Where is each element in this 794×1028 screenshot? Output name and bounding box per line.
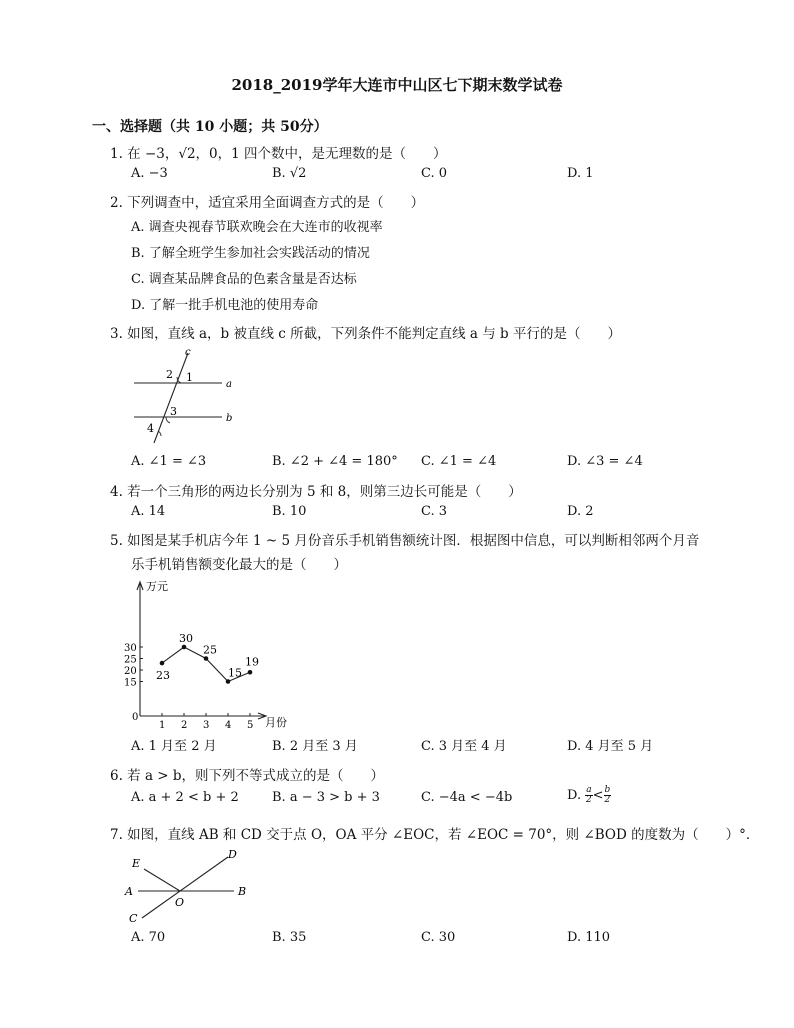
question-7-option-a[interactable]: A. 70 bbox=[131, 930, 166, 945]
question-5-option-a[interactable]: A. 1 月至 2 月 bbox=[131, 739, 217, 754]
y-tick-label: 15 bbox=[124, 677, 137, 689]
question-4-option-d[interactable]: D. 2 bbox=[567, 504, 594, 519]
question-4-option-c[interactable]: C. 3 bbox=[421, 504, 448, 519]
y-tick-label: 20 bbox=[124, 666, 137, 677]
question-5-stem-line-1: 5. 如图是某手机店今年 1 ~ 5 月份音乐手机销售额统计图．根据图中信息，可以判断相邻两个月音 bbox=[110, 533, 700, 549]
question-7-stem: 7. 如图，直线 AB 和 CD 交于点 O，OA 平分 ∠EOC，若 ∠EOC = 70°，则 ∠BOD 的度数为（ ）°． bbox=[110, 827, 760, 843]
question-2-option-c[interactable]: C. 调查某品牌食品的色素含量是否达标 bbox=[131, 272, 357, 287]
question-1-option-c[interactable]: C. 0 bbox=[421, 166, 448, 181]
label-d: D bbox=[228, 848, 237, 861]
question-4-option-b[interactable]: B. 10 bbox=[272, 504, 307, 519]
question-7-option-d[interactable]: D. 110 bbox=[567, 930, 611, 945]
question-1-option-d[interactable]: D. 1 bbox=[567, 166, 594, 181]
label-a: A bbox=[125, 885, 133, 898]
label-b: B bbox=[238, 885, 247, 898]
question-2-stem: 2. 下列调查中，适宜采用全面调查方式的是（ ） bbox=[110, 195, 425, 211]
question-5-stem-line-2: 乐手机销售额变化最大的是（ ） bbox=[131, 557, 347, 573]
data-point bbox=[226, 679, 231, 684]
question-1-stem: 1. 在 −3，√2，0，1 四个数中，是无理数的是（ ） bbox=[110, 146, 447, 162]
ray-oe bbox=[144, 869, 180, 891]
question-7-option-c[interactable]: C. 30 bbox=[421, 930, 456, 945]
angle-4-arc bbox=[158, 431, 161, 436]
data-point bbox=[160, 661, 165, 666]
data-point bbox=[248, 670, 253, 675]
data-label: 15 bbox=[228, 666, 242, 680]
data-label: 23 bbox=[156, 669, 170, 683]
label-c: C bbox=[129, 912, 138, 925]
question-6-option-d[interactable] bbox=[567, 786, 611, 805]
question-2-option-b[interactable]: B. 了解全班学生参加社会实践活动的情况 bbox=[131, 246, 370, 261]
question-6-option-b[interactable]: B. a − 3 > b + 3 bbox=[272, 790, 380, 805]
question-7-figure bbox=[118, 845, 258, 925]
question-4-stem: 4. 若一个三角形的两边长分别为 5 和 8，则第三边长可能是（ ） bbox=[110, 484, 522, 500]
option-d-label: D. bbox=[567, 788, 582, 803]
y-tick-label: 30 bbox=[124, 643, 137, 654]
fraction-a-over-2: $\frac{a}{2}$ bbox=[586, 785, 592, 805]
question-5-option-c[interactable]: C. 3 月至 4 月 bbox=[421, 739, 507, 754]
data-label: 25 bbox=[203, 643, 217, 657]
x-tick-label: 4 bbox=[225, 720, 232, 731]
sales-line-chart bbox=[120, 574, 300, 734]
question-1-option-a[interactable]: A. −3 bbox=[131, 166, 168, 181]
question-6-stem: 6. 若 a > b，则下列不等式成立的是（ ） bbox=[110, 768, 385, 784]
question-3-figure bbox=[130, 343, 250, 448]
x-tick-label: 1 bbox=[159, 720, 166, 731]
fraction-b-over-2: $\frac{b}{2}$ bbox=[604, 785, 611, 805]
question-5-option-d[interactable]: D. 4 月至 5 月 bbox=[567, 739, 654, 754]
question-3-option-d[interactable]: D. ∠3 = ∠4 bbox=[567, 454, 643, 469]
label-a: a bbox=[226, 379, 232, 390]
label-e: E bbox=[132, 857, 141, 870]
label-b: b bbox=[226, 413, 233, 424]
label-angle-3: 3 bbox=[170, 405, 177, 418]
y-tick-label: 25 bbox=[124, 654, 137, 666]
data-label: 19 bbox=[245, 655, 259, 669]
question-7-option-b[interactable]: B. 35 bbox=[272, 930, 307, 945]
question-6-option-a[interactable]: A. a + 2 < b + 2 bbox=[131, 790, 239, 805]
data-point bbox=[182, 645, 187, 650]
line-cd bbox=[142, 857, 228, 918]
question-6-option-c[interactable]: C. −4a < −4b bbox=[421, 790, 513, 805]
label-angle-1: 1 bbox=[186, 371, 193, 384]
label-angle-2: 2 bbox=[166, 368, 173, 381]
question-2-option-d[interactable]: D. 了解一批手机电池的使用寿命 bbox=[131, 298, 319, 313]
question-3-stem: 3. 如图，直线 a，b 被直线 c 所截，下列条件不能判定直线 a 与 b 平行的是（ ） bbox=[110, 326, 621, 342]
question-3-option-a[interactable]: A. ∠1 = ∠3 bbox=[131, 454, 207, 469]
question-1-option-b[interactable]: B. √2 bbox=[272, 166, 307, 181]
x-tick-label: 2 bbox=[181, 720, 188, 731]
question-3-option-c[interactable]: C. ∠1 = ∠4 bbox=[421, 454, 497, 469]
data-label: 30 bbox=[179, 632, 193, 645]
y-axis-label: 万元 bbox=[146, 580, 168, 593]
x-axis-label: 月份 bbox=[265, 716, 287, 729]
label-angle-4: 4 bbox=[147, 422, 154, 435]
less-than-sign: < bbox=[592, 788, 604, 803]
x-tick-label: 5 bbox=[247, 720, 254, 731]
x-tick-label: 3 bbox=[203, 720, 210, 731]
origin-label: 0 bbox=[132, 712, 139, 723]
label-c: c bbox=[185, 347, 191, 358]
data-point bbox=[204, 656, 209, 661]
question-4-option-a[interactable]: A. 14 bbox=[131, 504, 166, 519]
line-c bbox=[154, 353, 188, 443]
page-title: 2018_2019学年大连市中山区七下期末数学试卷 bbox=[231, 76, 563, 94]
question-5-option-b[interactable]: B. 2 月至 3 月 bbox=[272, 739, 358, 754]
label-o: O bbox=[175, 896, 185, 909]
section-heading: 一、选择题（共 10 小题；共 50分） bbox=[92, 119, 328, 135]
question-3-option-b[interactable]: B. ∠2 + ∠4 = 180° bbox=[272, 454, 398, 469]
question-2-option-a[interactable]: A. 调查央视春节联欢晚会在大连市的收视率 bbox=[131, 220, 383, 235]
